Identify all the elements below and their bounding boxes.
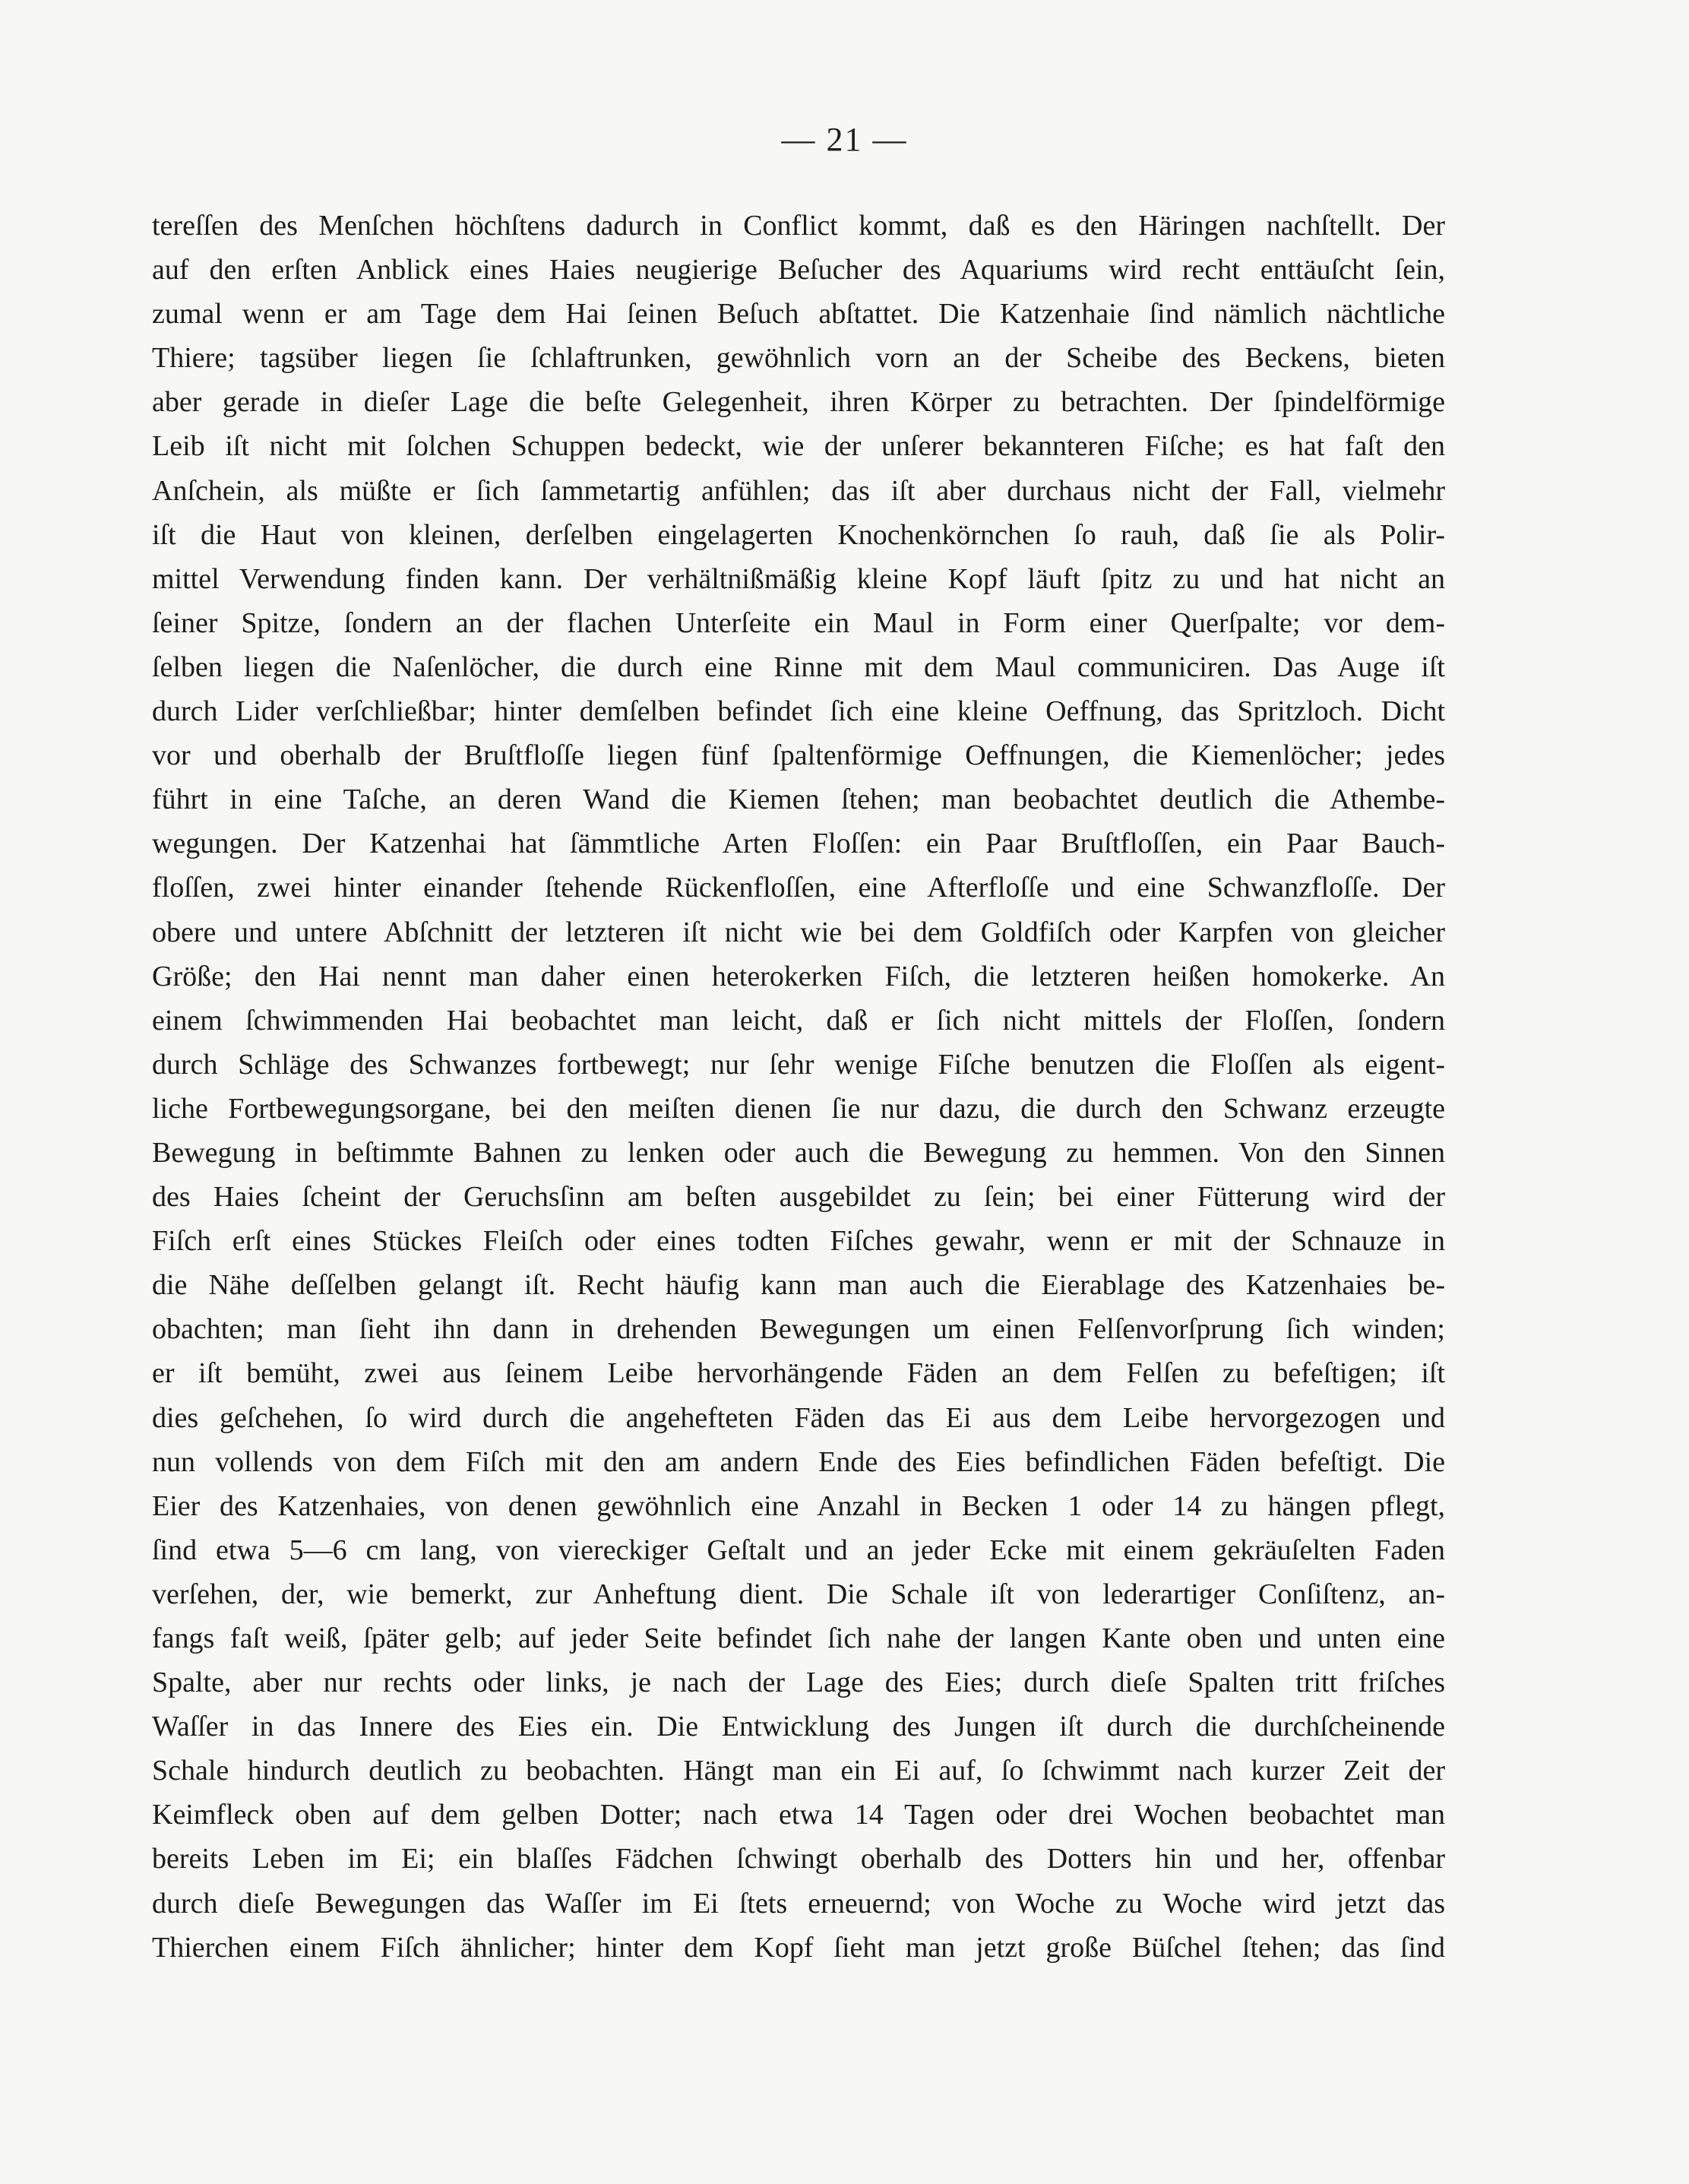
text-line: Leib iſt nicht mit ſolchen Schuppen bedeckt, wie der unſerer bekannteren Fiſche; es hat faſt den: [152, 430, 1445, 463]
text-line: Fiſch erſt eines Stückes Fleiſch oder eines todten Fiſches gewahr, wenn er mit der Schnauze in: [152, 1225, 1445, 1258]
text-line: liche Fortbewegungsorgane, bei den meiſten dienen ſie nur dazu, die durch den Schwanz erzeugte: [152, 1092, 1445, 1125]
text-line: Bewegung in beſtimmte Bahnen zu lenken oder auch die Bewegung zu hemmen. Von den Sinnen: [152, 1136, 1445, 1169]
text-line: durch Schläge des Schwanzes fortbewegt; nur ſehr wenige Fiſche benutzen die Floſſen als eigent-: [152, 1048, 1445, 1081]
text-line: nun vollends von dem Fiſch mit den am andern Ende des Eies befindlichen Fäden befeſtigt. Die: [152, 1445, 1445, 1478]
text-line: ſeiner Spitze, ſondern an der flachen Unterſeite ein Maul in Form einer Querſpalte; vor dem-: [152, 606, 1445, 639]
text-line: die Nähe deſſelben gelangt iſt. Recht häufig kann man auch die Eierablage des Katzenhaies be-: [152, 1269, 1445, 1302]
text-line: mittel Verwendung finden kann. Der verhältnißmäßig kleine Kopf läuft ſpitz zu und hat nicht an: [152, 562, 1445, 595]
text-line: Anſchein, als müßte er ſich ſammetartig anfühlen; das iſt aber durchaus nicht der Fall, vielmehr: [152, 474, 1445, 507]
text-line: tereſſen des Menſchen höchſtens dadurch in Conflict kommt, daß es den Häringen nachſtellt. Der: [152, 210, 1445, 242]
text-line: durch dieſe Bewegungen das Waſſer im Ei ſtets erneuernd; von Woche zu Woche wird jetzt das: [152, 1887, 1445, 1920]
text-line: bereits Leben im Ei; ein blaſſes Fädchen ſchwingt oberhalb des Dotters hin und her, offenbar: [152, 1843, 1445, 1875]
text-line: wegungen. Der Katzenhai hat ſämmtliche Arten Floſſen: ein Paar Bruſtfloſſen, ein Paar Bauch-: [152, 828, 1445, 860]
text-line: zumal wenn er am Tage dem Hai ſeinen Beſuch abſtattet. Die Katzenhaie ſind nämlich nächtliche: [152, 298, 1445, 331]
text-line: verſehen, der, wie bemerkt, zur Anheftung dient. Die Schale iſt von lederartiger Conſiſtenz, an-: [152, 1578, 1445, 1610]
text-line: Waſſer in das Innere des Eies ein. Die Entwicklung des Jungen iſt durch die durchſcheinende: [152, 1711, 1445, 1743]
text-line: Schale hindurch deutlich zu beobachten. Hängt man ein Ei auf, ſo ſchwimmt nach kurzer Zeit der: [152, 1755, 1445, 1787]
text-line: dies geſchehen, ſo wird durch die angehefteten Fäden das Ei aus dem Leibe hervorgezogen und: [152, 1401, 1445, 1434]
text-line: vor und oberhalb der Bruſtfloſſe liegen fünf ſpaltenförmige Oeffnungen, die Kiemenlöcher; jedes: [152, 739, 1445, 772]
text-line: Spalte, aber nur rechts oder links, je nach der Lage des Eies; durch dieſe Spalten tritt friſches: [152, 1666, 1445, 1699]
text-line: Thierchen einem Fiſch ähnlicher; hinter dem Kopf ſieht man jetzt große Büſchel ſtehen; das ſind: [152, 1931, 1445, 1964]
text-line: durch Lider verſchließbar; hinter demſelben befindet ſich eine kleine Oeffnung, das Spritzloch. Dicht: [152, 695, 1445, 728]
text-line: aber gerade in dieſer Lage die beſte Gelegenheit, ihren Körper zu betrachten. Der ſpindelförmige: [152, 386, 1445, 419]
text-line: führt in eine Taſche, an deren Wand die Kiemen ſtehen; man beobachtet deutlich die Athembe-: [152, 783, 1445, 816]
page-number: — 21 —: [781, 121, 908, 158]
text-line: er iſt bemüht, zwei aus ſeinem Leibe hervorhängende Fäden an dem Felſen zu befeſtigen; iſt: [152, 1357, 1445, 1390]
text-line: ſelben liegen die Naſenlöcher, die durch eine Rinne mit dem Maul communiciren. Das Auge iſt: [152, 650, 1445, 683]
text-line: floſſen, zwei hinter einander ſtehende Rückenfloſſen, eine Afterfloſſe und eine Schwanzfloſſe. Der: [152, 872, 1445, 904]
text-line: obachten; man ſieht ihn dann in drehenden Bewegungen um einen Felſenvorſprung ſich winden;: [152, 1313, 1445, 1346]
text-line: auf den erſten Anblick eines Haies neugierige Beſucher des Aquariums wird recht enttäuſcht ſein,: [152, 254, 1445, 286]
text-line: Keimfleck oben auf dem gelben Dotter; nach etwa 14 Tagen oder drei Wochen beobachtet man: [152, 1799, 1445, 1831]
text-line: ſind etwa 5—6 cm lang, von viereckiger Geſtalt und an jeder Ecke mit einem gekräuſelten Faden: [152, 1534, 1445, 1566]
text-line: des Haies ſcheint der Geruchsſinn am beſten ausgebildet zu ſein; bei einer Fütterung wird der: [152, 1181, 1445, 1214]
text-line: fangs faſt weiß, ſpäter gelb; auf jeder Seite befindet ſich nahe der langen Kante oben und unten eine: [152, 1622, 1445, 1654]
text-line: iſt die Haut von kleinen, derſelben eingelagerten Knochenkörnchen ſo rauh, daß ſie als Polir-: [152, 518, 1445, 551]
text-line: Größe; den Hai nennt man daher einen heterokerken Fiſch, die letzteren heißen homokerke. An: [152, 960, 1445, 992]
text-line: obere und untere Abſchnitt der letzteren iſt nicht wie bei dem Goldfiſch oder Karpfen von gleicher: [152, 916, 1445, 948]
text-line: Thiere; tagsüber liegen ſie ſchlaftrunken, gewöhnlich vorn an der Scheibe des Beckens, bieten: [152, 342, 1445, 375]
text-line: einem ſchwimmenden Hai beobachtet man leicht, daß er ſich nicht mittels der Floſſen, ſondern: [152, 1004, 1445, 1037]
text-line: Eier des Katzenhaies, von denen gewöhnlich eine Anzahl in Becken 1 oder 14 zu hängen pflegt,: [152, 1489, 1445, 1522]
body-text: [152, 204, 1445, 1970]
